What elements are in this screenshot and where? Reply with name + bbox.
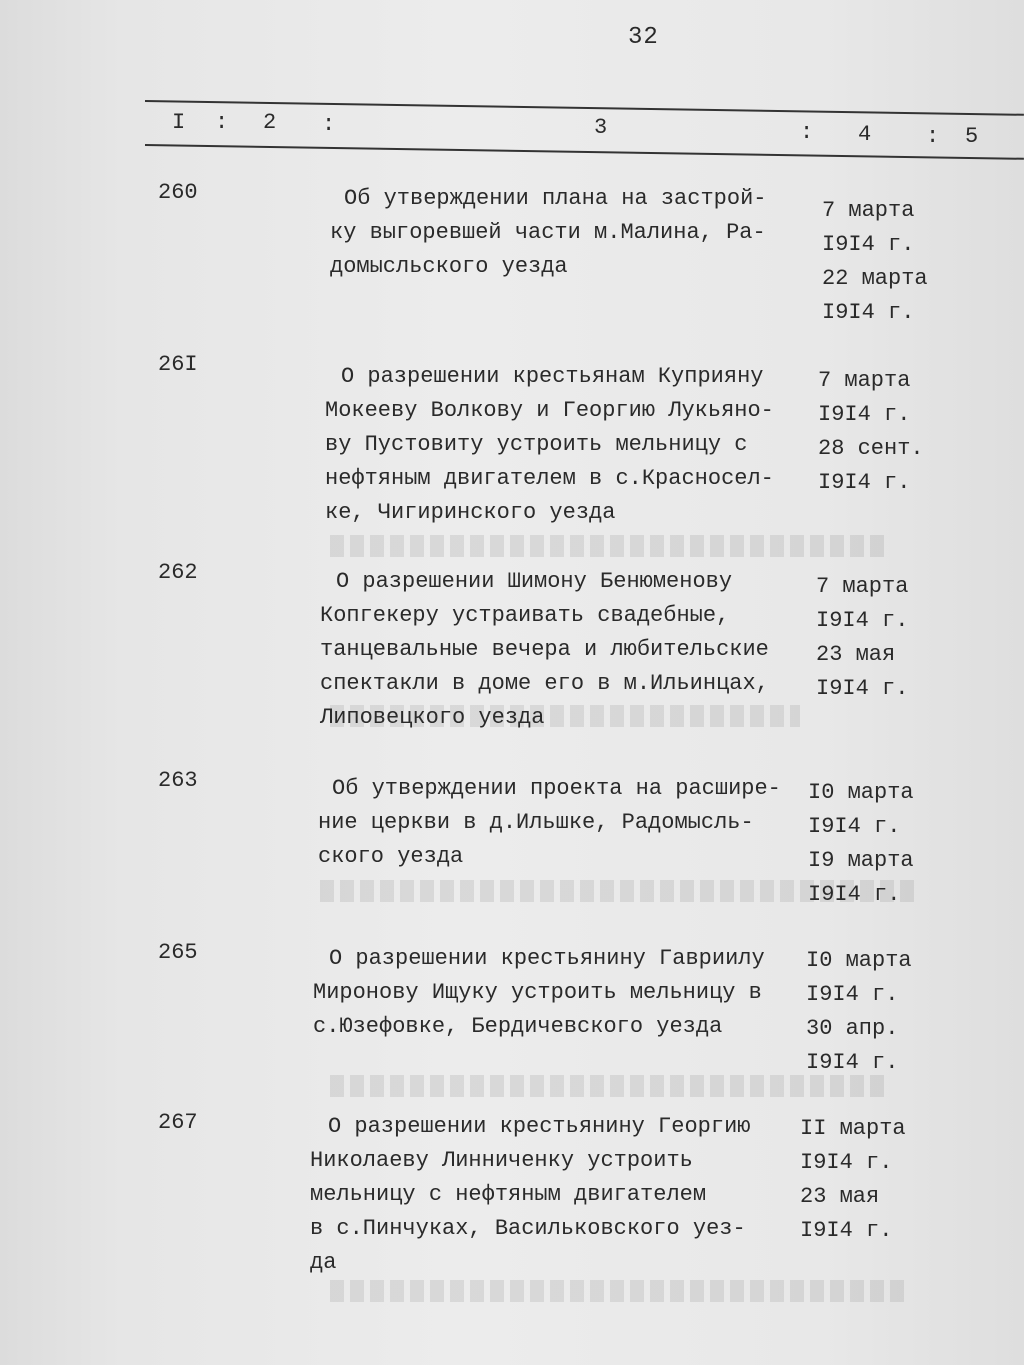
column-header-5: 5: [965, 124, 979, 149]
entry-description: О разрешении Шимону Бенюменову Копгекеру устраивать свадебные, танцевальные вечера и любительские спектакли в доме его в м.Ильинцах, Липовецкого уезда: [320, 569, 769, 730]
entry-description: О разрешении крестьянам Куприяну Мокееву Волкову и Георгию Лукьяно- ву Пустовиту устроить мельницу с нефтяным двигателем в с.Красносел- ке, Чигиринского уезда: [325, 364, 774, 525]
entry-dates: I0 марта I9I4 г. I9 марта I9I4 г.: [808, 780, 914, 907]
entry-description: Об утверждении плана на застрой- ку выгоревшей части м.Малина, Ра- домысльского уезда: [330, 186, 767, 279]
entry-number: 267: [158, 1110, 198, 1135]
column-header-3: 3: [594, 115, 608, 140]
header-rule-bottom: [145, 144, 1024, 160]
entry-number: 26I: [158, 352, 198, 377]
entry-description: О разрешении крестьянину Георгию Николаеву Линниченку устроить мельницу с нефтяным двигателем в с.Пинчуках, Васильковского уез- да: [310, 1114, 751, 1275]
entry-dates: II марта I9I4 г. 23 мая I9I4 г.: [800, 1116, 906, 1243]
entry-description: О разрешении крестьянину Гавриилу Миронову Ищуку устроить мельницу в с.Юзефовке, Бердичевского уезда: [313, 946, 765, 1039]
column-separator: :: [215, 110, 229, 135]
entry-dates: 7 марта I9I4 г. 23 мая I9I4 г.: [816, 574, 909, 701]
entry-number: 263: [158, 768, 198, 793]
column-separator: :: [926, 124, 940, 149]
bleed-through: [330, 1280, 910, 1302]
page-number: 32: [628, 24, 659, 51]
entry-number: 265: [158, 940, 198, 965]
entry-description: Об утверждении проекта на расшире- ние церкви в д.Ильшке, Радомысль- ского уезда: [318, 776, 781, 869]
column-header-2: 2: [263, 110, 277, 135]
entry-number: 260: [158, 180, 198, 205]
column-header-1: I: [172, 110, 186, 135]
column-header-4: 4: [858, 122, 872, 147]
entry-dates: 7 марта I9I4 г. 22 марта I9I4 г.: [822, 198, 928, 325]
column-separator: :: [322, 112, 336, 137]
column-separator: :: [800, 120, 814, 145]
entry-number: 262: [158, 560, 198, 585]
entry-dates: I0 марта I9I4 г. 30 апр. I9I4 г.: [806, 948, 912, 1075]
bleed-through: [330, 535, 890, 557]
entry-dates: 7 марта I9I4 г. 28 сент. I9I4 г.: [818, 368, 924, 495]
header-rule-top: [145, 100, 1024, 116]
